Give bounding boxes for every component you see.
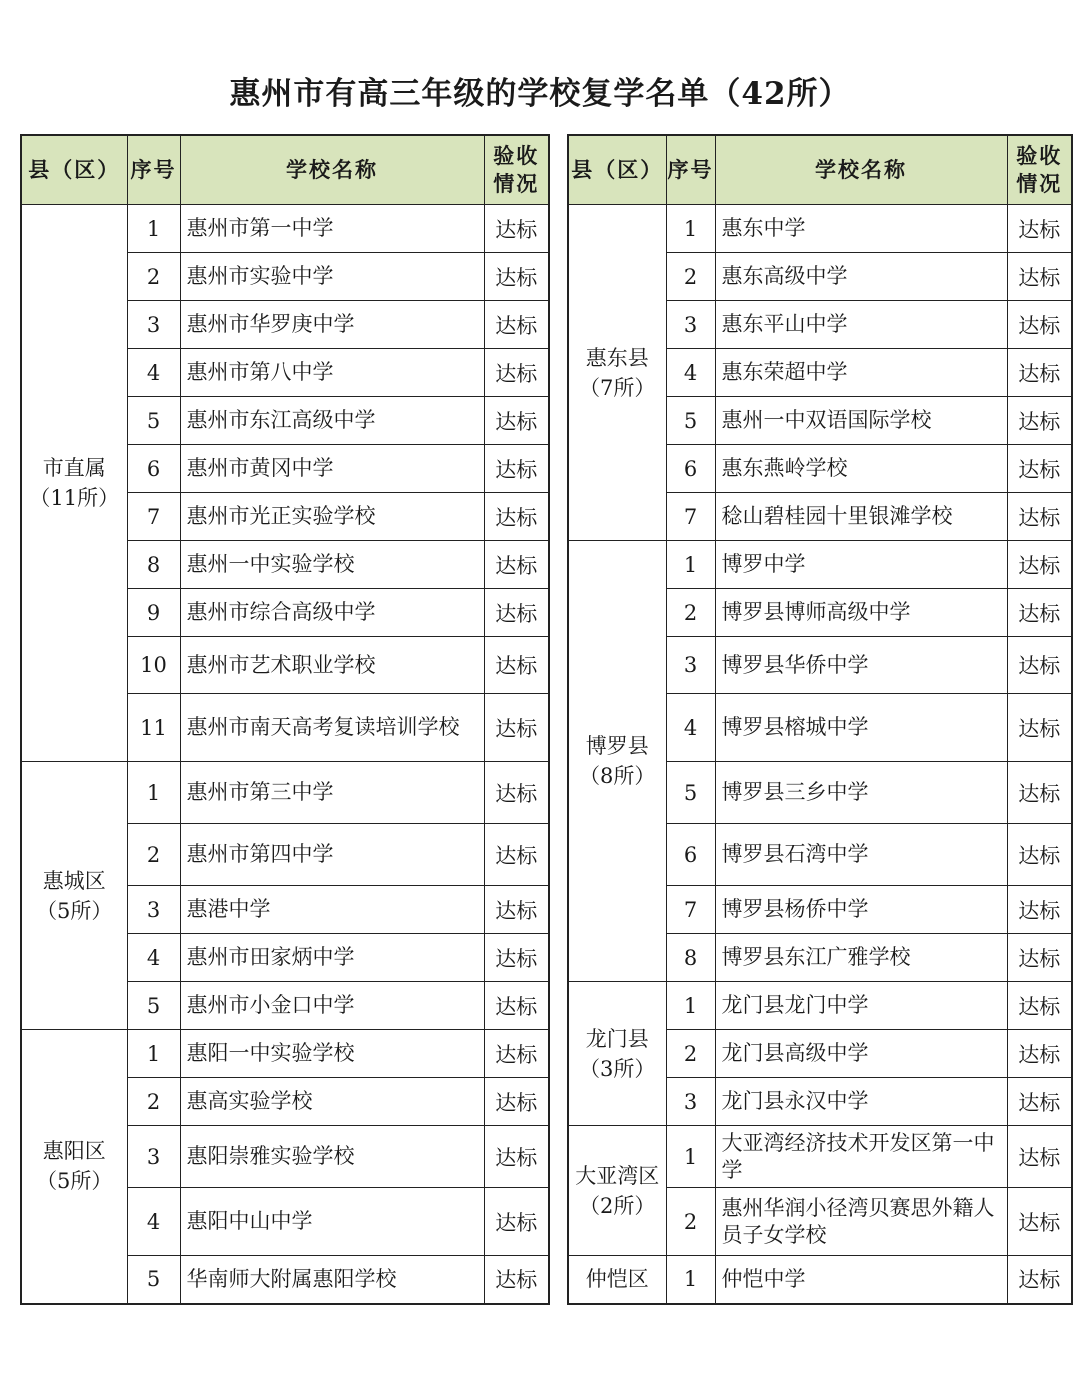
row-number: 8: [127, 541, 180, 589]
header-school-name: 学校名称: [715, 135, 1007, 205]
table-row: [21, 205, 549, 253]
row-number: 1: [666, 1256, 715, 1304]
table-row: [568, 205, 1072, 253]
row-number: 5: [666, 762, 715, 824]
status-value: 达标: [484, 445, 549, 493]
school-name: 博罗县石湾中学: [715, 824, 1007, 886]
header-status: [484, 135, 549, 205]
status-value: 达标: [1007, 1256, 1072, 1304]
county-name: 博罗县: [585, 734, 649, 758]
header-number: 序号: [127, 135, 180, 205]
status-value: 达标: [1007, 762, 1072, 824]
county-cell: [568, 541, 666, 982]
school-name: 博罗县三乡中学: [715, 762, 1007, 824]
county-school-count: （8所）: [579, 764, 656, 788]
county-name: 市直属: [42, 456, 106, 480]
school-name: 稔山碧桂园十里银滩学校: [715, 493, 1007, 541]
status-value: 达标: [484, 886, 549, 934]
county-cell: [568, 1126, 666, 1256]
school-name: 惠州市第一中学: [180, 205, 484, 253]
status-value: 达标: [1007, 1126, 1072, 1188]
status-value: 达标: [484, 762, 549, 824]
status-value: 达标: [1007, 886, 1072, 934]
school-name: 惠州一中双语国际学校: [715, 397, 1007, 445]
school-name: 惠州市艺术职业学校: [180, 637, 484, 694]
county-school-count: （5所）: [36, 1169, 113, 1194]
row-number: 6: [666, 445, 715, 493]
row-number: 3: [666, 1078, 715, 1126]
header-county: 县（区）: [21, 135, 127, 205]
school-name: 惠东燕岭学校: [715, 445, 1007, 493]
row-number: 5: [127, 982, 180, 1030]
school-name: 龙门县永汉中学: [715, 1078, 1007, 1126]
row-number: 1: [666, 541, 715, 589]
row-number: 4: [127, 934, 180, 982]
status-value: 达标: [484, 1078, 549, 1126]
county-school-count: （3所）: [579, 1056, 656, 1081]
row-number: 2: [666, 589, 715, 637]
page-title: 惠州市有高三年级的学校复学名单（42所）: [229, 76, 851, 112]
row-number: 5: [127, 397, 180, 445]
county-name: 惠东县: [585, 345, 649, 370]
school-name: 惠阳一中实验学校: [180, 1030, 484, 1078]
row-number: 7: [666, 886, 715, 934]
table-row: [568, 982, 1072, 1030]
status-value: 达标: [1007, 541, 1072, 589]
row-number: 2: [666, 253, 715, 301]
status-value: 达标: [484, 205, 549, 253]
row-number: 3: [127, 301, 180, 349]
status-value: 达标: [484, 397, 549, 445]
status-value: 达标: [1007, 445, 1072, 493]
county-cell: [568, 982, 666, 1126]
status-value: 达标: [484, 1030, 549, 1078]
row-number: 3: [666, 637, 715, 694]
table-row: [21, 1030, 549, 1078]
status-value: 达标: [1007, 205, 1072, 253]
status-value: 达标: [484, 694, 549, 762]
row-number: 3: [127, 1126, 180, 1188]
county-cell: [568, 1256, 666, 1304]
status-value: 达标: [1007, 253, 1072, 301]
row-number: 1: [127, 205, 180, 253]
header-status-line2: 情况: [1016, 171, 1063, 196]
county-name: 龙门县: [585, 1026, 649, 1051]
status-value: 达标: [1007, 301, 1072, 349]
county-cell: [21, 762, 127, 1030]
status-value: 达标: [1007, 589, 1072, 637]
school-name: 惠州市综合高级中学: [180, 589, 484, 637]
school-name: 惠高实验学校: [180, 1078, 484, 1126]
county-cell: [21, 205, 127, 762]
row-number: 4: [127, 349, 180, 397]
school-name: 惠东高级中学: [715, 253, 1007, 301]
header-row: [21, 135, 549, 205]
school-name: 惠阳中山中学: [180, 1188, 484, 1256]
status-value: 达标: [484, 824, 549, 886]
status-value: 达标: [484, 637, 549, 694]
county-name: 仲恺区: [585, 1267, 649, 1292]
school-table-left: [20, 134, 550, 1305]
school-table-right: [567, 134, 1073, 1305]
row-number: 5: [666, 397, 715, 445]
row-number: 2: [127, 1078, 180, 1126]
header-status-line2: 情况: [493, 171, 540, 196]
row-number: 8: [666, 934, 715, 982]
school-name: 博罗县杨侨中学: [715, 886, 1007, 934]
row-number: 10: [127, 637, 180, 694]
row-number: 4: [666, 694, 715, 762]
row-number: 3: [127, 886, 180, 934]
row-number: 3: [666, 301, 715, 349]
row-number: 7: [666, 493, 715, 541]
status-value: 达标: [1007, 694, 1072, 762]
county-school-count: （5所）: [36, 898, 113, 923]
county-name: 大亚湾区: [575, 1163, 660, 1188]
school-name: 惠州市田家炳中学: [180, 934, 484, 982]
school-name: 博罗县东江广雅学校: [715, 934, 1007, 982]
row-number: 4: [666, 349, 715, 397]
status-value: 达标: [1007, 934, 1072, 982]
row-number: 2: [666, 1030, 715, 1078]
status-value: 达标: [484, 934, 549, 982]
school-name: 华南师大附属惠阳学校: [180, 1256, 484, 1304]
status-value: 达标: [484, 589, 549, 637]
school-name: 惠州市第三中学: [180, 762, 484, 824]
school-name: 惠州市南天高考复读培训学校: [180, 694, 484, 762]
school-name: 惠港中学: [180, 886, 484, 934]
school-name: 惠州市小金口中学: [180, 982, 484, 1030]
school-name: 惠东中学: [715, 205, 1007, 253]
table-row: [568, 1256, 1072, 1304]
school-name: 惠州市黄冈中学: [180, 445, 484, 493]
county-school-count: （2所）: [579, 1193, 656, 1218]
status-value: 达标: [1007, 1078, 1072, 1126]
table-row: [21, 762, 549, 824]
row-number: 1: [127, 762, 180, 824]
header-county: 县（区）: [568, 135, 666, 205]
status-value: 达标: [1007, 824, 1072, 886]
status-value: 达标: [1007, 493, 1072, 541]
status-value: 达标: [1007, 1188, 1072, 1256]
table-row: [568, 541, 1072, 589]
row-number: 1: [127, 1030, 180, 1078]
status-value: 达标: [1007, 637, 1072, 694]
county-name: 惠城区: [42, 868, 106, 893]
county-name: 惠阳区: [42, 1139, 106, 1164]
status-value: 达标: [1007, 982, 1072, 1030]
row-number: 9: [127, 589, 180, 637]
school-name: 惠州一中实验学校: [180, 541, 484, 589]
school-name: 惠州市华罗庚中学: [180, 301, 484, 349]
county-school-count: （11所）: [29, 486, 120, 510]
status-value: 达标: [1007, 349, 1072, 397]
school-name: 惠州市光正实验学校: [180, 493, 484, 541]
school-name: 博罗中学: [715, 541, 1007, 589]
row-number: 6: [127, 445, 180, 493]
table-row: [568, 1126, 1072, 1188]
row-number: 7: [127, 493, 180, 541]
status-value: 达标: [484, 1256, 549, 1304]
row-number: 4: [127, 1188, 180, 1256]
status-value: 达标: [1007, 397, 1072, 445]
row-number: 2: [127, 253, 180, 301]
row-number: 1: [666, 982, 715, 1030]
header-school-name: 学校名称: [180, 135, 484, 205]
status-value: 达标: [484, 982, 549, 1030]
status-value: 达标: [484, 493, 549, 541]
row-number: 5: [127, 1256, 180, 1304]
school-name: 惠州华润小径湾贝赛思外籍人员子女学校: [715, 1188, 1007, 1256]
county-cell: [21, 1030, 127, 1304]
county-school-count: （7所）: [579, 375, 656, 400]
header-row: [568, 135, 1072, 205]
status-value: 达标: [484, 1188, 549, 1256]
school-name: 惠州市第四中学: [180, 824, 484, 886]
header-status-line1: 验收: [1016, 143, 1063, 168]
row-number: 1: [666, 205, 715, 253]
row-number: 2: [666, 1188, 715, 1256]
school-name: 博罗县榕城中学: [715, 694, 1007, 762]
row-number: 1: [666, 1126, 715, 1188]
header-status: [1007, 135, 1072, 205]
row-number: 2: [127, 824, 180, 886]
row-number: 11: [127, 694, 180, 762]
school-name: 惠东荣超中学: [715, 349, 1007, 397]
school-name: 惠州市实验中学: [180, 253, 484, 301]
row-number: 6: [666, 824, 715, 886]
status-value: 达标: [484, 349, 549, 397]
school-name: 龙门县高级中学: [715, 1030, 1007, 1078]
school-name: 龙门县龙门中学: [715, 982, 1007, 1030]
school-name: 博罗县华侨中学: [715, 637, 1007, 694]
school-name: 惠州市东江高级中学: [180, 397, 484, 445]
school-name: 仲恺中学: [715, 1256, 1007, 1304]
school-name: 惠东平山中学: [715, 301, 1007, 349]
header-status-line1: 验收: [493, 143, 540, 168]
school-name: 惠阳崇雅实验学校: [180, 1126, 484, 1188]
school-name: 博罗县博师高级中学: [715, 589, 1007, 637]
status-value: 达标: [484, 253, 549, 301]
status-value: 达标: [484, 1126, 549, 1188]
status-value: 达标: [1007, 1030, 1072, 1078]
school-name: 惠州市第八中学: [180, 349, 484, 397]
status-value: 达标: [484, 301, 549, 349]
school-name: 大亚湾经济技术开发区第一中学: [715, 1126, 1007, 1188]
status-value: 达标: [484, 541, 549, 589]
county-cell: [568, 205, 666, 541]
header-number: 序号: [666, 135, 715, 205]
